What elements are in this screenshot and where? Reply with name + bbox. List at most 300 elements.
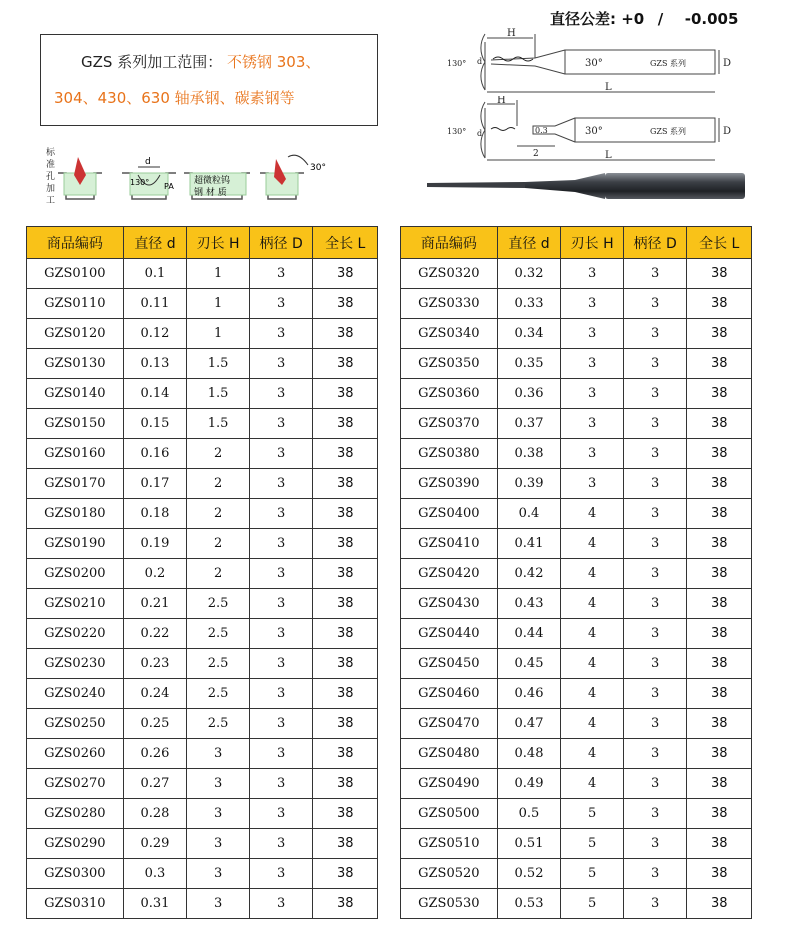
- cell-shank: 3: [249, 379, 313, 409]
- cell-shank: 3: [623, 769, 687, 799]
- cell-flute-length: 4: [561, 739, 624, 769]
- drill-neck-icon: [525, 173, 605, 199]
- cell-diameter: 0.34: [497, 319, 561, 349]
- cell-flute-length: 1.5: [187, 409, 250, 439]
- table-row: [27, 259, 378, 289]
- table-row: [27, 829, 378, 859]
- cell-length: 38: [313, 439, 378, 469]
- cell-code: GZS0170: [27, 469, 124, 499]
- table-row: [401, 859, 752, 889]
- cell-code: GZS0250: [27, 709, 124, 739]
- table-header-row: [401, 227, 752, 259]
- cell-code: GZS0500: [401, 799, 498, 829]
- cell-flute-length: 5: [561, 799, 624, 829]
- cell-code: GZS0280: [27, 799, 124, 829]
- cell-flute-length: 2.5: [187, 589, 250, 619]
- cell-code: GZS0230: [27, 649, 124, 679]
- cell-flute-length: 1: [187, 289, 250, 319]
- cell-code: GZS0100: [27, 259, 124, 289]
- table-row: [401, 649, 752, 679]
- cell-length: 38: [687, 709, 752, 739]
- cell-flute-length: 2: [187, 499, 250, 529]
- cell-diameter: 0.43: [497, 589, 561, 619]
- header-code: 商品编码: [27, 227, 124, 259]
- D-label-2: D: [723, 126, 732, 137]
- cell-diameter: 0.37: [497, 409, 561, 439]
- cell-code: GZS0360: [401, 379, 498, 409]
- cell-flute-length: 2.5: [187, 679, 250, 709]
- cell-code: GZS0460: [401, 679, 498, 709]
- table-row: [27, 499, 378, 529]
- table-row: [401, 559, 752, 589]
- cell-flute-length: 3: [561, 349, 624, 379]
- neck-label-2: 0.3: [535, 126, 548, 135]
- cell-flute-length: 3: [561, 259, 624, 289]
- cell-shank: 3: [623, 499, 687, 529]
- cell-code: GZS0290: [27, 829, 124, 859]
- cell-length: 38: [313, 799, 378, 829]
- tolerance-separator: /: [657, 10, 664, 28]
- cell-flute-length: 5: [561, 889, 624, 919]
- D-label-1: D: [723, 58, 732, 69]
- range-materials-2: 304、430、630 轴承钢、碳素钢等: [54, 89, 295, 107]
- cell-length: 38: [313, 259, 378, 289]
- cell-flute-length: 3: [561, 319, 624, 349]
- cell-diameter: 0.38: [497, 439, 561, 469]
- table-row: [401, 799, 752, 829]
- cell-flute-length: 2: [187, 559, 250, 589]
- cell-shank: 3: [623, 319, 687, 349]
- cell-length: 38: [313, 859, 378, 889]
- std-label-3: 加: [46, 184, 56, 194]
- cell-code: GZS0270: [27, 769, 124, 799]
- cell-diameter: 0.29: [123, 829, 187, 859]
- cell-diameter: 0.17: [123, 469, 187, 499]
- d-dim-label: d: [145, 157, 151, 167]
- cell-shank: 3: [623, 709, 687, 739]
- material-note-2: 钢 材 质: [194, 188, 227, 198]
- cell-code: GZS0380: [401, 439, 498, 469]
- table-row: [401, 289, 752, 319]
- cell-code: GZS0300: [27, 859, 124, 889]
- table-row: [27, 739, 378, 769]
- cell-flute-length: 3: [187, 739, 250, 769]
- cell-flute-length: 3: [561, 289, 624, 319]
- cell-length: 38: [313, 649, 378, 679]
- flute-1-icon: [493, 57, 533, 61]
- cell-length: 38: [687, 619, 752, 649]
- cell-length: 38: [687, 739, 752, 769]
- cell-flute-length: 2: [187, 529, 250, 559]
- process-diagram: [38, 145, 400, 207]
- cell-code: GZS0480: [401, 739, 498, 769]
- cell-length: 38: [687, 319, 752, 349]
- drill-flute-icon: [427, 182, 525, 188]
- cell-flute-length: 2.5: [187, 619, 250, 649]
- cell-code: GZS0200: [27, 559, 124, 589]
- table-row: [27, 859, 378, 889]
- cell-flute-length: 4: [561, 559, 624, 589]
- cell-shank: 3: [249, 409, 313, 439]
- cell-length: 38: [687, 529, 752, 559]
- drill-photo: [425, 168, 755, 206]
- cell-shank: 3: [623, 679, 687, 709]
- cell-flute-length: 3: [561, 409, 624, 439]
- cell-length: 38: [313, 589, 378, 619]
- cell-length: 38: [687, 409, 752, 439]
- table-row: [27, 619, 378, 649]
- table-row: [27, 319, 378, 349]
- table-row: [401, 889, 752, 919]
- cell-shank: 3: [249, 889, 313, 919]
- table-row: [401, 529, 752, 559]
- pa-label: PA: [164, 182, 174, 191]
- cell-code: GZS0510: [401, 829, 498, 859]
- series-label-1: GZS 系列: [650, 59, 686, 68]
- cell-shank: 3: [623, 259, 687, 289]
- cell-shank: 3: [623, 289, 687, 319]
- table-row: [27, 289, 378, 319]
- cell-shank: 3: [623, 469, 687, 499]
- table-row: [27, 769, 378, 799]
- cell-shank: 3: [623, 829, 687, 859]
- cell-shank: 3: [623, 439, 687, 469]
- cell-length: 38: [687, 259, 752, 289]
- cell-shank: 3: [623, 349, 687, 379]
- cell-shank: 3: [249, 469, 313, 499]
- cell-code: GZS0180: [27, 499, 124, 529]
- tolerance-label: 直径公差:: [550, 10, 616, 28]
- table-row: [27, 799, 378, 829]
- header-shank: 柄径 D: [623, 227, 687, 259]
- cell-flute-length: 3: [187, 829, 250, 859]
- drill-shank-icon: [605, 173, 745, 199]
- cell-code: GZS0260: [27, 739, 124, 769]
- tip-angle-label-2: 130°: [447, 127, 467, 136]
- cell-shank: 3: [623, 889, 687, 919]
- step-label-2: 2: [533, 149, 539, 159]
- table-row: [401, 709, 752, 739]
- range-line-1: [81, 51, 320, 72]
- cell-code: GZS0330: [401, 289, 498, 319]
- tip-angle-label-1: 130°: [447, 59, 467, 68]
- header-code: 商品编码: [401, 227, 498, 259]
- h-label-1: H: [507, 28, 516, 39]
- cell-flute-length: 2.5: [187, 649, 250, 679]
- table-row: [27, 409, 378, 439]
- cell-flute-length: 3: [187, 889, 250, 919]
- cell-length: 38: [313, 619, 378, 649]
- cell-diameter: 0.25: [123, 709, 187, 739]
- cell-length: 38: [313, 349, 378, 379]
- cell-length: 38: [687, 859, 752, 889]
- cell-shank: 3: [623, 649, 687, 679]
- cell-diameter: 0.45: [497, 649, 561, 679]
- cell-code: GZS0220: [27, 619, 124, 649]
- cell-flute-length: 4: [561, 619, 624, 649]
- table-row: [27, 589, 378, 619]
- cell-code: GZS0160: [27, 439, 124, 469]
- table-row: [401, 589, 752, 619]
- cell-shank: 3: [623, 739, 687, 769]
- table-row: [401, 679, 752, 709]
- table-row: [27, 349, 378, 379]
- cell-diameter: 0.41: [497, 529, 561, 559]
- table-row: [27, 709, 378, 739]
- cell-shank: 3: [249, 499, 313, 529]
- cell-shank: 3: [623, 379, 687, 409]
- cell-flute-length: 1: [187, 319, 250, 349]
- cell-length: 38: [313, 319, 378, 349]
- cell-shank: 3: [249, 859, 313, 889]
- cell-flute-length: 4: [561, 589, 624, 619]
- cell-length: 38: [313, 499, 378, 529]
- cell-flute-length: 1.5: [187, 379, 250, 409]
- cell-flute-length: 1.5: [187, 349, 250, 379]
- cell-shank: 3: [249, 559, 313, 589]
- cell-diameter: 0.1: [123, 259, 187, 289]
- neck-1-icon: [491, 50, 565, 74]
- d-label-2: d: [477, 129, 483, 138]
- std-label-4: 工: [46, 196, 56, 206]
- header-diameter: 直径 d: [123, 227, 187, 259]
- material-note-1: 超微粒钨: [194, 176, 231, 186]
- cell-diameter: 0.42: [497, 559, 561, 589]
- cell-shank: 3: [249, 259, 313, 289]
- table-row: [401, 769, 752, 799]
- cell-code: GZS0150: [27, 409, 124, 439]
- table-row: [401, 259, 752, 289]
- std-label-1: 准: [46, 160, 56, 170]
- cell-shank: 3: [249, 829, 313, 859]
- cell-length: 38: [687, 799, 752, 829]
- cell-shank: 3: [623, 589, 687, 619]
- cell-length: 38: [687, 649, 752, 679]
- cell-code: GZS0420: [401, 559, 498, 589]
- cell-diameter: 0.32: [497, 259, 561, 289]
- cell-diameter: 0.36: [497, 379, 561, 409]
- cell-diameter: 0.27: [123, 769, 187, 799]
- table-header-row: [27, 227, 378, 259]
- header-length: 全长 L: [313, 227, 378, 259]
- header-diameter: 直径 d: [497, 227, 561, 259]
- cell-diameter: 0.39: [497, 469, 561, 499]
- tip-arc-1b-icon: [481, 62, 485, 90]
- cell-shank: 3: [249, 589, 313, 619]
- cell-diameter: 0.14: [123, 379, 187, 409]
- cell-flute-length: 3: [561, 379, 624, 409]
- cell-diameter: 0.15: [123, 409, 187, 439]
- cell-diameter: 0.16: [123, 439, 187, 469]
- cell-diameter: 0.35: [497, 349, 561, 379]
- cell-length: 38: [313, 709, 378, 739]
- cell-code: GZS0470: [401, 709, 498, 739]
- tool-drawing-1: [445, 28, 755, 96]
- table-row: [401, 439, 752, 469]
- d-label-1: d: [477, 57, 483, 66]
- cell-shank: 3: [249, 769, 313, 799]
- L-label-2: L: [605, 150, 612, 161]
- cell-length: 38: [313, 409, 378, 439]
- cell-flute-length: 5: [561, 829, 624, 859]
- cell-diameter: 0.22: [123, 619, 187, 649]
- cell-shank: 3: [249, 529, 313, 559]
- h-label-2: H: [497, 96, 506, 106]
- cell-length: 38: [687, 559, 752, 589]
- series-label-2: GZS 系列: [650, 127, 686, 136]
- table-row: [401, 349, 752, 379]
- cell-diameter: 0.47: [497, 709, 561, 739]
- cell-diameter: 0.53: [497, 889, 561, 919]
- cell-length: 38: [687, 289, 752, 319]
- cell-code: GZS0210: [27, 589, 124, 619]
- angle-arc-icon: [288, 155, 308, 165]
- tip-arc-2-icon: [481, 102, 485, 130]
- table-row: [27, 649, 378, 679]
- cell-code: GZS0390: [401, 469, 498, 499]
- cell-shank: 3: [249, 349, 313, 379]
- cell-diameter: 0.19: [123, 529, 187, 559]
- cell-diameter: 0.23: [123, 649, 187, 679]
- tolerance-upper: +0: [621, 10, 645, 28]
- cell-code: GZS0520: [401, 859, 498, 889]
- cell-code: GZS0400: [401, 499, 498, 529]
- cell-diameter: 0.18: [123, 499, 187, 529]
- cell-shank: 3: [623, 619, 687, 649]
- cell-length: 38: [687, 379, 752, 409]
- table-row: [27, 379, 378, 409]
- cell-diameter: 0.46: [497, 679, 561, 709]
- table-row: [401, 829, 752, 859]
- cell-length: 38: [687, 439, 752, 469]
- machining-range-box: [40, 34, 378, 126]
- cell-flute-length: 1: [187, 259, 250, 289]
- cell-flute-length: 5: [561, 859, 624, 889]
- cell-shank: 3: [623, 529, 687, 559]
- angle-30-label: 30°: [310, 163, 326, 173]
- cell-code: GZS0240: [27, 679, 124, 709]
- cell-shank: 3: [249, 739, 313, 769]
- cell-flute-length: 4: [561, 649, 624, 679]
- cell-flute-length: 3: [187, 799, 250, 829]
- cell-code: GZS0490: [401, 769, 498, 799]
- cell-length: 38: [687, 829, 752, 859]
- cell-diameter: 0.49: [497, 769, 561, 799]
- table-row: [27, 529, 378, 559]
- cell-length: 38: [313, 559, 378, 589]
- tolerance-lower: -0.005: [684, 10, 739, 28]
- cell-diameter: 0.13: [123, 349, 187, 379]
- cell-flute-length: 3: [187, 769, 250, 799]
- cell-flute-length: 4: [561, 769, 624, 799]
- cell-shank: 3: [249, 289, 313, 319]
- tool-drawing-2: [445, 96, 755, 168]
- cell-shank: 3: [249, 319, 313, 349]
- cell-length: 38: [687, 769, 752, 799]
- cell-diameter: 0.4: [497, 499, 561, 529]
- table-row: [27, 679, 378, 709]
- spec-table-right: [400, 226, 752, 919]
- cell-code: GZS0130: [27, 349, 124, 379]
- cell-length: 38: [687, 499, 752, 529]
- cell-diameter: 0.24: [123, 679, 187, 709]
- cell-length: 38: [313, 379, 378, 409]
- cell-flute-length: 4: [561, 499, 624, 529]
- cell-shank: 3: [623, 799, 687, 829]
- cell-code: GZS0310: [27, 889, 124, 919]
- cell-shank: 3: [249, 709, 313, 739]
- cell-code: GZS0320: [401, 259, 498, 289]
- process-diagram-svg: [38, 145, 400, 207]
- cell-length: 38: [687, 679, 752, 709]
- cell-shank: 3: [249, 799, 313, 829]
- cell-length: 38: [313, 529, 378, 559]
- cell-length: 38: [313, 739, 378, 769]
- cell-flute-length: 3: [187, 859, 250, 889]
- cell-code: GZS0450: [401, 649, 498, 679]
- cell-diameter: 0.44: [497, 619, 561, 649]
- cell-code: GZS0340: [401, 319, 498, 349]
- cell-length: 38: [313, 769, 378, 799]
- cell-code: GZS0430: [401, 589, 498, 619]
- table-row: [401, 499, 752, 529]
- table-row: [401, 319, 752, 349]
- cell-code: GZS0140: [27, 379, 124, 409]
- cell-flute-length: 2.5: [187, 709, 250, 739]
- cell-length: 38: [687, 469, 752, 499]
- cell-shank: 3: [249, 649, 313, 679]
- cell-shank: 3: [249, 619, 313, 649]
- cell-code: GZS0350: [401, 349, 498, 379]
- neck-angle-label-1: 30°: [585, 58, 603, 69]
- cell-code: GZS0530: [401, 889, 498, 919]
- table-row: [27, 559, 378, 589]
- cell-flute-length: 2: [187, 469, 250, 499]
- cell-diameter: 0.52: [497, 859, 561, 889]
- cell-diameter: 0.5: [497, 799, 561, 829]
- cell-length: 38: [313, 679, 378, 709]
- table-row: [27, 439, 378, 469]
- cell-length: 38: [313, 289, 378, 319]
- table-row: [401, 379, 752, 409]
- table-row: [401, 469, 752, 499]
- cell-shank: 3: [623, 859, 687, 889]
- cell-code: GZS0110: [27, 289, 124, 319]
- range-materials-1: 不锈钢 303、: [226, 53, 321, 71]
- cell-diameter: 0.48: [497, 739, 561, 769]
- header-flute-length: 刃长 H: [187, 227, 250, 259]
- cell-shank: 3: [249, 439, 313, 469]
- diameter-tolerance: [550, 8, 738, 29]
- cell-diameter: 0.12: [123, 319, 187, 349]
- cell-diameter: 0.28: [123, 799, 187, 829]
- table-row: [27, 469, 378, 499]
- L-label-1: L: [605, 82, 612, 93]
- cell-code: GZS0370: [401, 409, 498, 439]
- cell-length: 38: [687, 349, 752, 379]
- cell-shank: 3: [623, 409, 687, 439]
- std-label-2: 孔: [46, 172, 56, 182]
- cell-shank: 3: [623, 559, 687, 589]
- cell-flute-length: 4: [561, 709, 624, 739]
- spec-table-left: [26, 226, 378, 919]
- flute-2-icon: [491, 128, 515, 131]
- cell-code: GZS0410: [401, 529, 498, 559]
- cell-diameter: 0.33: [497, 289, 561, 319]
- cell-shank: 3: [249, 679, 313, 709]
- cell-code: GZS0440: [401, 619, 498, 649]
- header-length: 全长 L: [687, 227, 752, 259]
